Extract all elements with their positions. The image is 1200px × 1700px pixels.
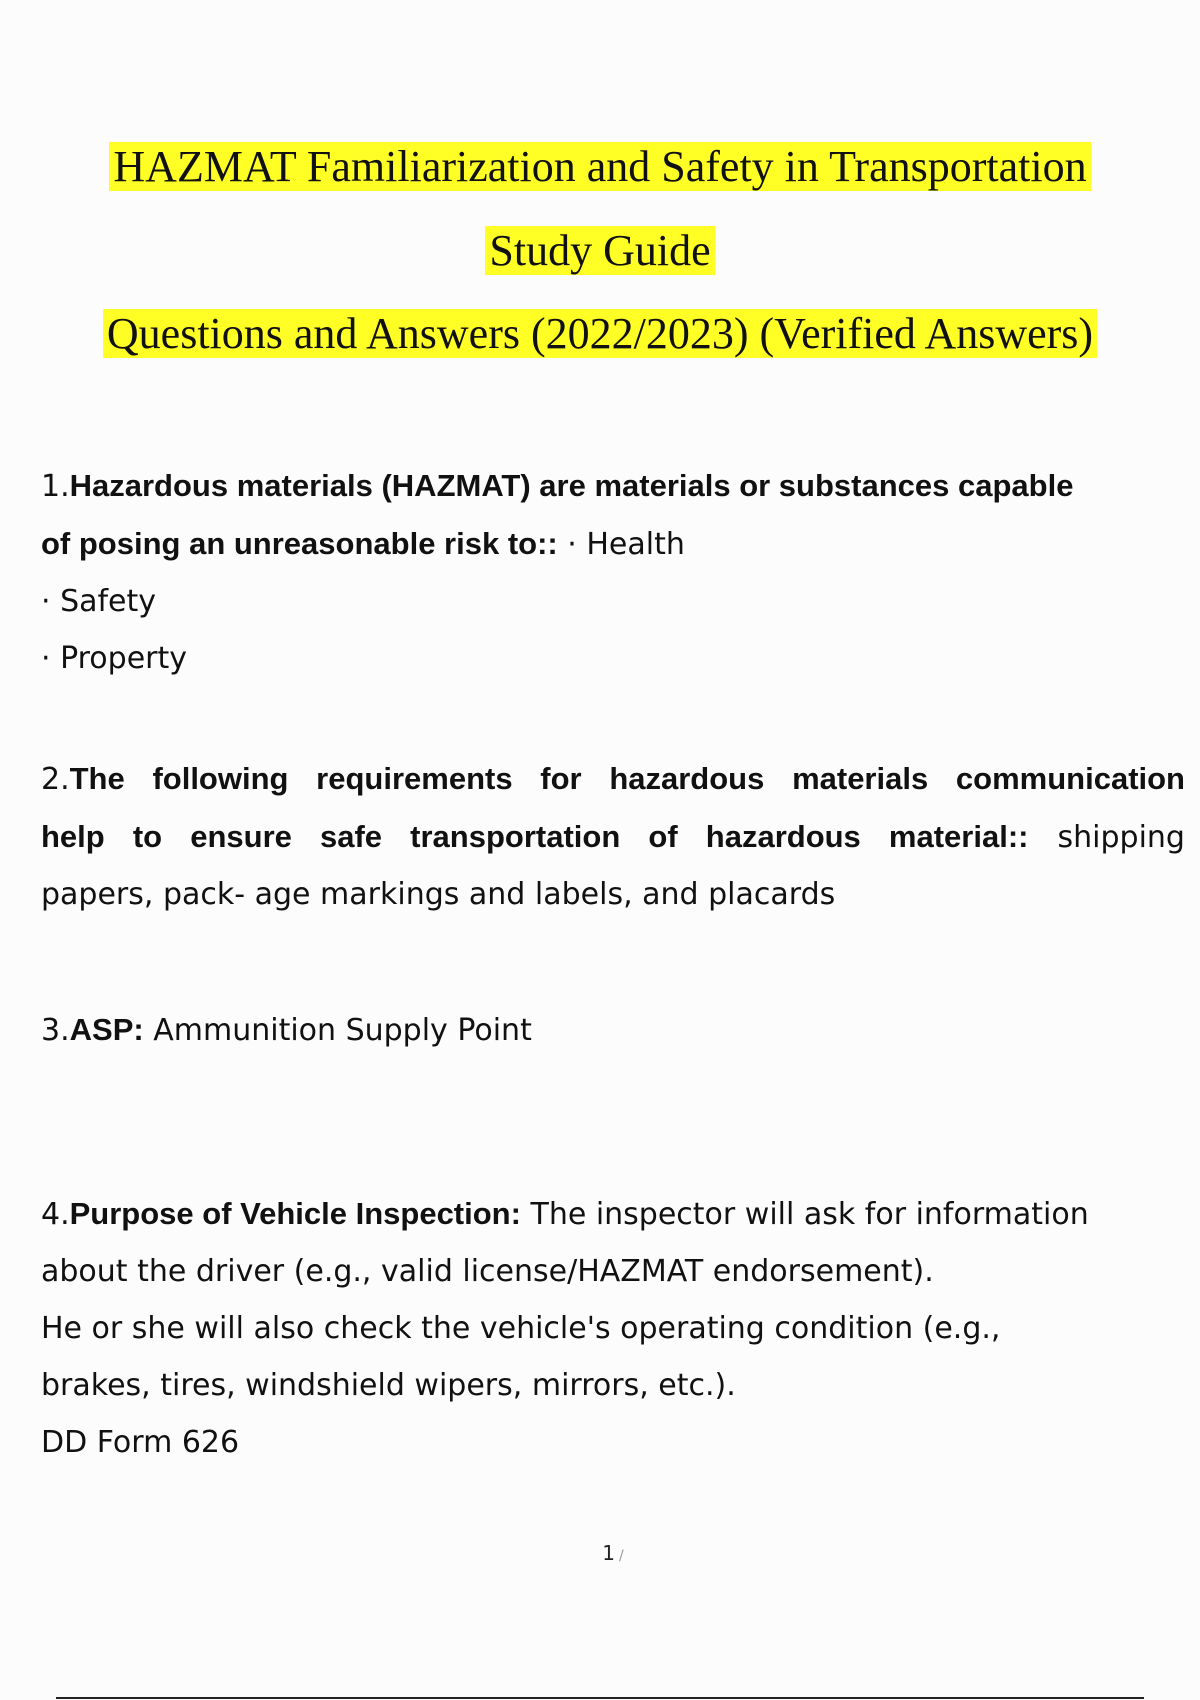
qa-item-2-answer-line-2: papers, pack- age markings and labels, and placards bbox=[41, 877, 836, 912]
qa-item-1-line-2 bbox=[41, 515, 1185, 573]
title-text-2: Study Guide bbox=[485, 226, 714, 275]
qa-item-4-answer-line-4: brakes, tires, windshield wipers, mirrors, etc.). bbox=[41, 1368, 736, 1403]
qa-item-3-line-1 bbox=[41, 1001, 1185, 1059]
qa-item-4-line-1 bbox=[41, 1185, 1185, 1243]
qa-item-4-question: Purpose of Vehicle Inspection: bbox=[69, 1196, 521, 1231]
title-line-3 bbox=[0, 306, 1200, 362]
footer-divider bbox=[56, 1697, 1144, 1699]
qa-item-3-question: ASP: bbox=[69, 1012, 144, 1047]
qa-item-2-number: 2. bbox=[41, 762, 70, 797]
qa-item-1-line-1 bbox=[41, 457, 1185, 515]
qa-item-2-answer-line-1: shipping bbox=[1057, 820, 1185, 855]
qa-item-3 bbox=[41, 1001, 1185, 1059]
qa-item-1-answer-line-1: · Health bbox=[557, 527, 685, 562]
qa-item-2-line-2 bbox=[41, 808, 1185, 866]
title-text-3: Questions and Answers (2022/2023) (Verified Answers) bbox=[103, 309, 1097, 358]
qa-item-3-number: 3. bbox=[41, 1013, 70, 1048]
qa-item-4-answer-line-2: about the driver (e.g., valid license/HAZMAT endorsement). bbox=[41, 1254, 934, 1289]
title-line-1 bbox=[0, 139, 1200, 195]
qa-item-4-answer-line-3: He or she will also check the vehicle's operating condition (e.g., bbox=[41, 1311, 1001, 1346]
page-number bbox=[0, 1541, 1200, 1565]
title-line-2 bbox=[0, 223, 1200, 279]
page-number-value: 1 bbox=[602, 1541, 615, 1565]
qa-item-4-answer-line-5: DD Form 626 bbox=[41, 1425, 240, 1460]
title-text-1: HAZMAT Familiarization and Safety in Transportation bbox=[109, 142, 1090, 191]
qa-item-1-question-line-1: Hazardous materials (HAZMAT) are materials or substances capable bbox=[69, 468, 1074, 503]
qa-item-1-answer-line-3: · Property bbox=[41, 641, 188, 676]
qa-item-2-question-line-1: The following requirements for hazardous materials communication bbox=[69, 761, 1185, 796]
qa-item-2-line-1 bbox=[41, 750, 1185, 808]
qa-item-1-answer-line-2: · Safety bbox=[41, 584, 157, 619]
qa-item-4 bbox=[41, 1185, 1185, 1471]
qa-item-2 bbox=[41, 750, 1185, 923]
qa-item-4-answer-line-1: The inspector will ask for information bbox=[520, 1197, 1089, 1232]
qa-item-1-question-line-2: of posing an unreasonable risk to:: bbox=[41, 526, 558, 561]
qa-item-2-question-line-2: help to ensure safe transportation of hazardous material:: bbox=[41, 819, 1029, 854]
qa-item-1-number: 1. bbox=[41, 469, 70, 504]
qa-item-3-answer: Ammunition Supply Point bbox=[143, 1013, 532, 1048]
qa-item-1 bbox=[41, 457, 1185, 687]
page-number-suffix: / bbox=[619, 1548, 624, 1564]
qa-item-4-number: 4. bbox=[41, 1197, 70, 1232]
